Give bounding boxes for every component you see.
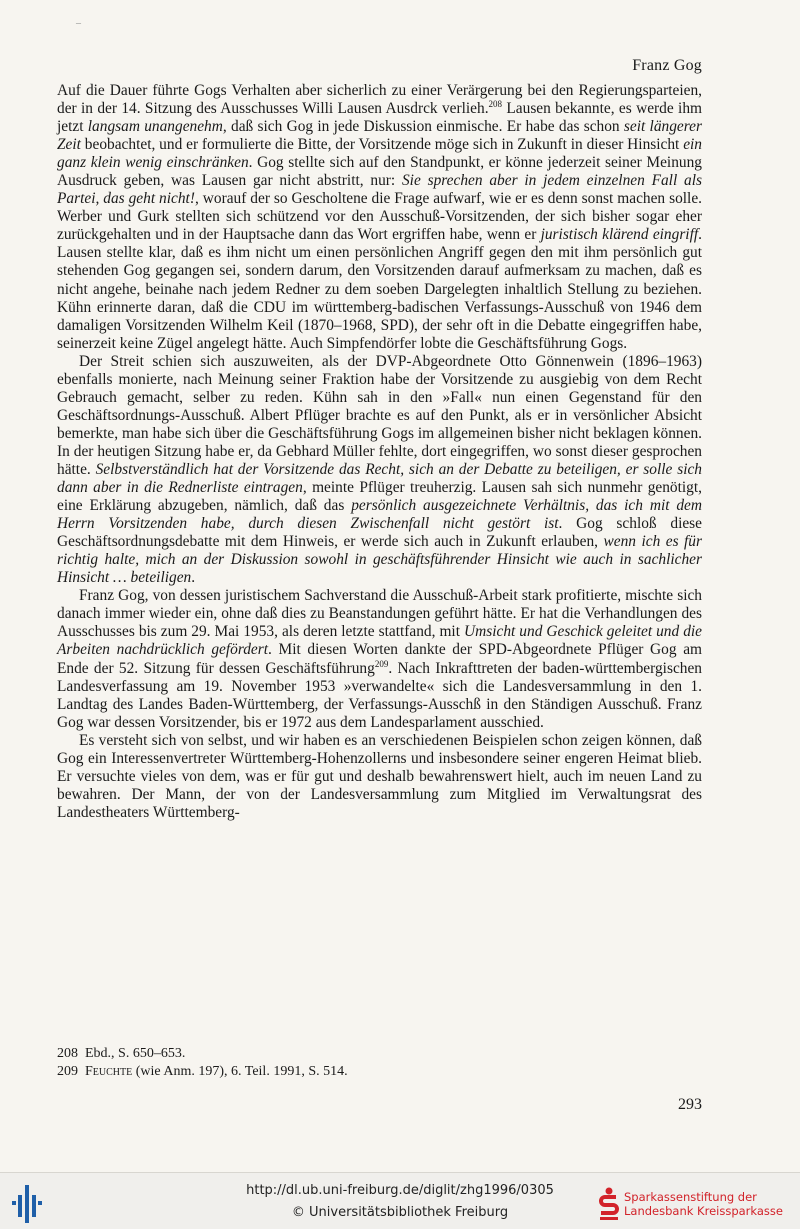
page-number: 293: [678, 1096, 702, 1113]
sponsor-line-1: Sparkassenstiftung der: [624, 1190, 757, 1204]
corner-mark: –: [76, 18, 81, 29]
footnote-author: Feuchte: [85, 1064, 133, 1079]
body-text: [57, 82, 702, 822]
paragraph-4: Es versteht sich von selbst, und wir haben es an verschiedenen Beispielen schon zeigen können, daß Gog ein Interessenvertreter Württemberg-Hohenzollerns und insbesondere seiner engeren Heimat blieb. Er versuchte vieles von dem, was er für gut und deshalb bewahrenswert hielt, auch im neuen Land zu bewahren. Der Mann, der von der Landesversammlung zum Mitglied im Verwaltungsrat des Landestheaters Württemberg-: [57, 731, 702, 821]
copyright-notice: © Universitätsbibliothek Freiburg: [291, 1205, 509, 1220]
paragraph-2: Der Streit schien sich auszuweiten, als der DVP-Abgeordnete Otto Gönnenwein (1896–1963) ebenfalls monierte, nach Meinung seiner Fraktion habe der Vorsitzende zu ausgiebig von dem Recht Gebrauch gemacht, selber zu reden. Kühn sah in den »Fall« nun einen Gegenstand für den Geschäftsordnungs-Ausschuß. Albert Pflüger brachte es auf den Punkt, als er in versönlicher Absicht bemerkte, man habe sich über die Geschäftsführung Gogs im allgemeinen bisher nicht beklagen können. In der heutigen Sitzung habe er, da Gebhard Müller fehlte, dort eingegriffen, wo sonst dieser gesprochen hätte. Selbstverständlich hat der Vorsitzende das Recht, sich an der Debatte zu beteiligen, er solle sich dann aber in die Rednerliste eintragen, meinte Pflüger treuherzig. Lausen sah sich nunmehr genötigt, eine Erklärung abzugeben, nämlich, daß das persönlich ausgezeichnete Verhältnis, das ich mit dem Herrn Vorsitzenden habe, durch diesen Zwischenfall nicht gestört ist. Gog schloß diese Geschäftsordnungsdebatte mit dem Hinweis, er werde sich auch in Zukunft erlauben, wenn ich es für richtig halte, mich an der Diskussion sowohl in geschäftsführender Hinsicht wie auch in sachlicher Hinsicht … beteiligen.: [57, 352, 702, 587]
running-head: Franz Gog: [632, 57, 702, 74]
footnote-text: (wie Anm. 197), 6. Teil. 1991, S. 514.: [132, 1064, 348, 1079]
permalink-url[interactable]: http://dl.ub.uni-freiburg.de/diglit/zhg1996/0305: [246, 1183, 554, 1198]
footnote-text: Ebd., S. 650–653.: [85, 1046, 186, 1061]
footnotes: [57, 1045, 702, 1081]
viewer-footer: [0, 1172, 800, 1229]
sparkasse-s-icon: [598, 1187, 620, 1221]
sponsor-logo[interactable]: [598, 1187, 794, 1223]
footnote-number: 208: [57, 1046, 78, 1061]
footnote-208: [57, 1045, 702, 1063]
footnote-209: [57, 1063, 702, 1081]
paragraph-3: Franz Gog, von dessen juristischem Sachverstand die Ausschuß-Arbeit stark profitierte, mischte sich danach immer wieder ein, ohne daß dies zu Beanstandungen geführt hätte. Er hat die Verhandlungen des Ausschusses bis zum 29. Mai 1953, als deren letzte stattfand, mit Umsicht und Geschick geleitet und die Arbeiten nachdrücklich gefördert. Mit diesen Worten dankte der SPD-Abgeordnete Pflüger Gog am Ende der 52. Sitzung für dessen Geschäftsführung$^{209}$. Nach Inkrafttreten der baden-württembergischen Landesverfassung am 19. November 1953 »verwandelte« sich die Landesversammlung in den 1. Landtag des Landes Baden-Württemberg, der Verfassungs-Ausschß in den Ständigen Ausschuß. Franz Gog war dessen Vorsitzender, bis er 1972 aus dem Landesparlament ausschied.: [57, 587, 703, 731]
footnote-number: 209: [57, 1064, 78, 1079]
sponsor-text: [624, 1190, 783, 1218]
sponsor-line-2: Landesbank Kreissparkasse: [624, 1204, 783, 1218]
paragraph-1: Auf die Dauer führte Gogs Verhalten aber sicherlich zu einer Verärgerung bei den Regierungsparteien, der in der 14. Sitzung des Ausschusses Willi Lausen Ausdrck verlieh.$^{208}$ Lausen bekannte, es werde ihm jetzt langsam unangenehm, daß sich Gog in jede Diskussion einmische. Er habe das schon seit längerer Zeit beobachtet, und er formulierte die Bitte, der Vorsitzende möge sich in Zukunft in dieser Hinsicht ein ganz klein wenig einschränken. Gog stellte sich auf den Standpunkt, er könne jederzeit seiner Meinung Ausdruck geben, was Lausen gar nicht abstritt, nur: Sie sprechen aber in jedem einzelnen Fall als Partei, das geht nicht!, worauf der so Gescholtene die Frage aufwarf, wie er es denn sonst machen solle. Werber und Gurk stellten sich schützend vor den Ausschuß-Vorsitzenden, der sich bisher sogar eher zurückgehalten und in der Hauptsache dann das Wort ergriffen habe, wenn er juristisch klärend eingriff. Lausen stellte klar, daß es ihm nicht um einen persönlichen Angriff gegen den mit ihm persönlich gut stehenden Gog gegangen sei, sondern darum, den Vorsitzenden darauf aufmerksam zu machen, daß es nicht angehe, beinahe nach jedem Redner zu dem soeben Dargelegten inhaltlich Stellung zu beziehen. Kühn erinnerte daran, daß die CDU im württemberg-badischen Verfassungs-Ausschuß von 1946 dem damaligen Vorsitzenden Wilhelm Keil (1870–1968, SPD), der sehr oft in die Debatte eingegriffen habe, seinerzeit keine Zügel angelegt hätte. Auch Simpfendörfer lobte die Geschäftsführung Gogs.: [57, 82, 702, 352]
